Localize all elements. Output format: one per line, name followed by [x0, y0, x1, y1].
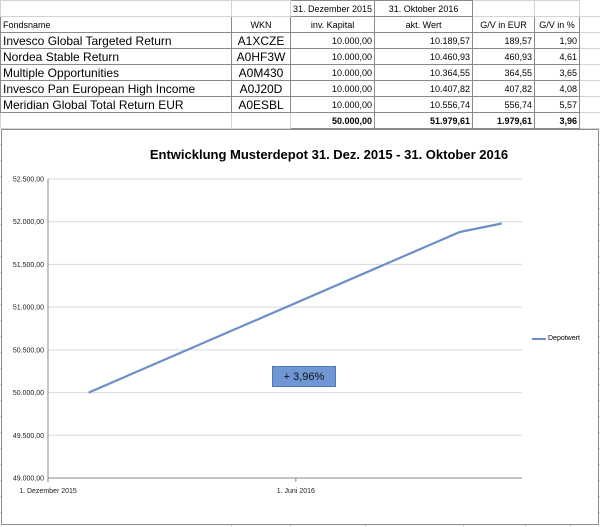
x-tick-label: 1. Dezember 2015	[19, 488, 77, 495]
table-row	[1, 81, 580, 97]
wert-cell[interactable]: 10.460,93	[375, 49, 473, 65]
total-kapital-cell[interactable]: 50.000,00	[291, 113, 375, 129]
column-header-wert[interactable]: akt. Wert	[375, 17, 473, 33]
wert-cell[interactable]: 10.364,55	[375, 65, 473, 81]
gv-eur-cell[interactable]: 407,82	[473, 81, 535, 97]
y-tick-label: 50.500,00	[12, 347, 44, 355]
kapital-cell[interactable]: 10.000,00	[291, 81, 375, 97]
wkn-cell[interactable]: A0J20D	[232, 81, 291, 97]
gv-pct-cell[interactable]: 4,61	[535, 49, 580, 65]
fund-name-cell[interactable]: Invesco Pan European High Income	[1, 81, 232, 97]
gv-eur-cell[interactable]: 460,93	[473, 49, 535, 65]
header-cell[interactable]	[473, 1, 535, 17]
y-tick-label: 49.000,00	[12, 475, 44, 483]
header-date-start[interactable]: 31. Dezember 2015	[291, 1, 375, 17]
wkn-cell[interactable]: A0HF3W	[232, 49, 291, 65]
table-row	[1, 65, 580, 81]
gv-pct-cell[interactable]: 4,08	[535, 81, 580, 97]
wkn-cell[interactable]: A0ESBL	[232, 97, 291, 113]
empty-cell[interactable]	[1, 113, 232, 129]
y-tick-label: 49.500,00	[12, 432, 44, 440]
gv-eur-cell[interactable]: 189,57	[473, 33, 535, 49]
depot-chart[interactable]	[1, 129, 599, 525]
kapital-cell[interactable]: 10.000,00	[291, 33, 375, 49]
kapital-cell[interactable]: 10.000,00	[291, 97, 375, 113]
legend-label-depotwert: Depotwert	[548, 335, 580, 342]
column-header-gv-pct[interactable]: G/V in %	[535, 17, 580, 33]
y-tick-label: 52.000,00	[12, 219, 44, 227]
table-row	[1, 33, 580, 49]
column-header-kapital[interactable]: inv. Kapital	[291, 17, 375, 33]
header-cell[interactable]	[535, 1, 580, 17]
x-tick-label: 1. Juni 2016	[276, 488, 315, 495]
fund-table	[0, 0, 580, 129]
legend-swatch	[532, 338, 546, 340]
performance-annotation[interactable]: + 3,96%	[272, 366, 336, 387]
wert-cell[interactable]: 10.556,74	[375, 97, 473, 113]
fund-name-cell[interactable]: Multiple Opportunities	[1, 65, 232, 81]
table-header-columns	[1, 17, 580, 33]
header-cell[interactable]	[1, 1, 232, 17]
gv-eur-cell[interactable]: 364,55	[473, 65, 535, 81]
fund-name-cell[interactable]: Invesco Global Targeted Return	[1, 33, 232, 49]
column-header-fondsname[interactable]: Fondsname	[1, 17, 232, 33]
gv-pct-cell[interactable]: 3,65	[535, 65, 580, 81]
chart-title: Entwicklung Musterdepot 31. Dez. 2015 - 31. Oktober 2016	[149, 147, 509, 162]
gv-eur-cell[interactable]: 556,74	[473, 97, 535, 113]
total-gv-pct-cell[interactable]: 3,96	[535, 113, 580, 129]
empty-cell[interactable]	[232, 113, 291, 129]
column-header-gv-eur[interactable]: G/V in EUR	[473, 17, 535, 33]
wkn-cell[interactable]: A1XCZE	[232, 33, 291, 49]
kapital-cell[interactable]: 10.000,00	[291, 65, 375, 81]
total-gv-eur-cell[interactable]: 1.979,61	[473, 113, 535, 129]
chart-legend[interactable]	[532, 335, 580, 342]
y-tick-label: 52.500,00	[12, 176, 44, 184]
table-totals-row	[1, 113, 580, 129]
kapital-cell[interactable]: 10.000,00	[291, 49, 375, 65]
wert-cell[interactable]: 10.189,57	[375, 33, 473, 49]
total-wert-cell[interactable]: 51.979,61	[375, 113, 473, 129]
wkn-cell[interactable]: A0M430	[232, 65, 291, 81]
column-header-wkn[interactable]: WKN	[232, 17, 291, 33]
fund-name-cell[interactable]: Meridian Global Total Return EUR	[1, 97, 232, 113]
table-row	[1, 97, 580, 113]
fund-name-cell[interactable]: Nordea Stable Return	[1, 49, 232, 65]
chart-plot-area	[2, 130, 600, 526]
header-date-end[interactable]: 31. Oktober 2016	[375, 1, 473, 17]
wert-cell[interactable]: 10.407,82	[375, 81, 473, 97]
table-row	[1, 49, 580, 65]
y-tick-label: 51.500,00	[12, 261, 44, 269]
gv-pct-cell[interactable]: 1,90	[535, 33, 580, 49]
y-tick-label: 51.000,00	[12, 304, 44, 312]
y-tick-label: 50.000,00	[12, 390, 44, 398]
table-header-dates	[1, 1, 580, 17]
gv-pct-cell[interactable]: 5,57	[535, 97, 580, 113]
header-cell[interactable]	[232, 1, 291, 17]
